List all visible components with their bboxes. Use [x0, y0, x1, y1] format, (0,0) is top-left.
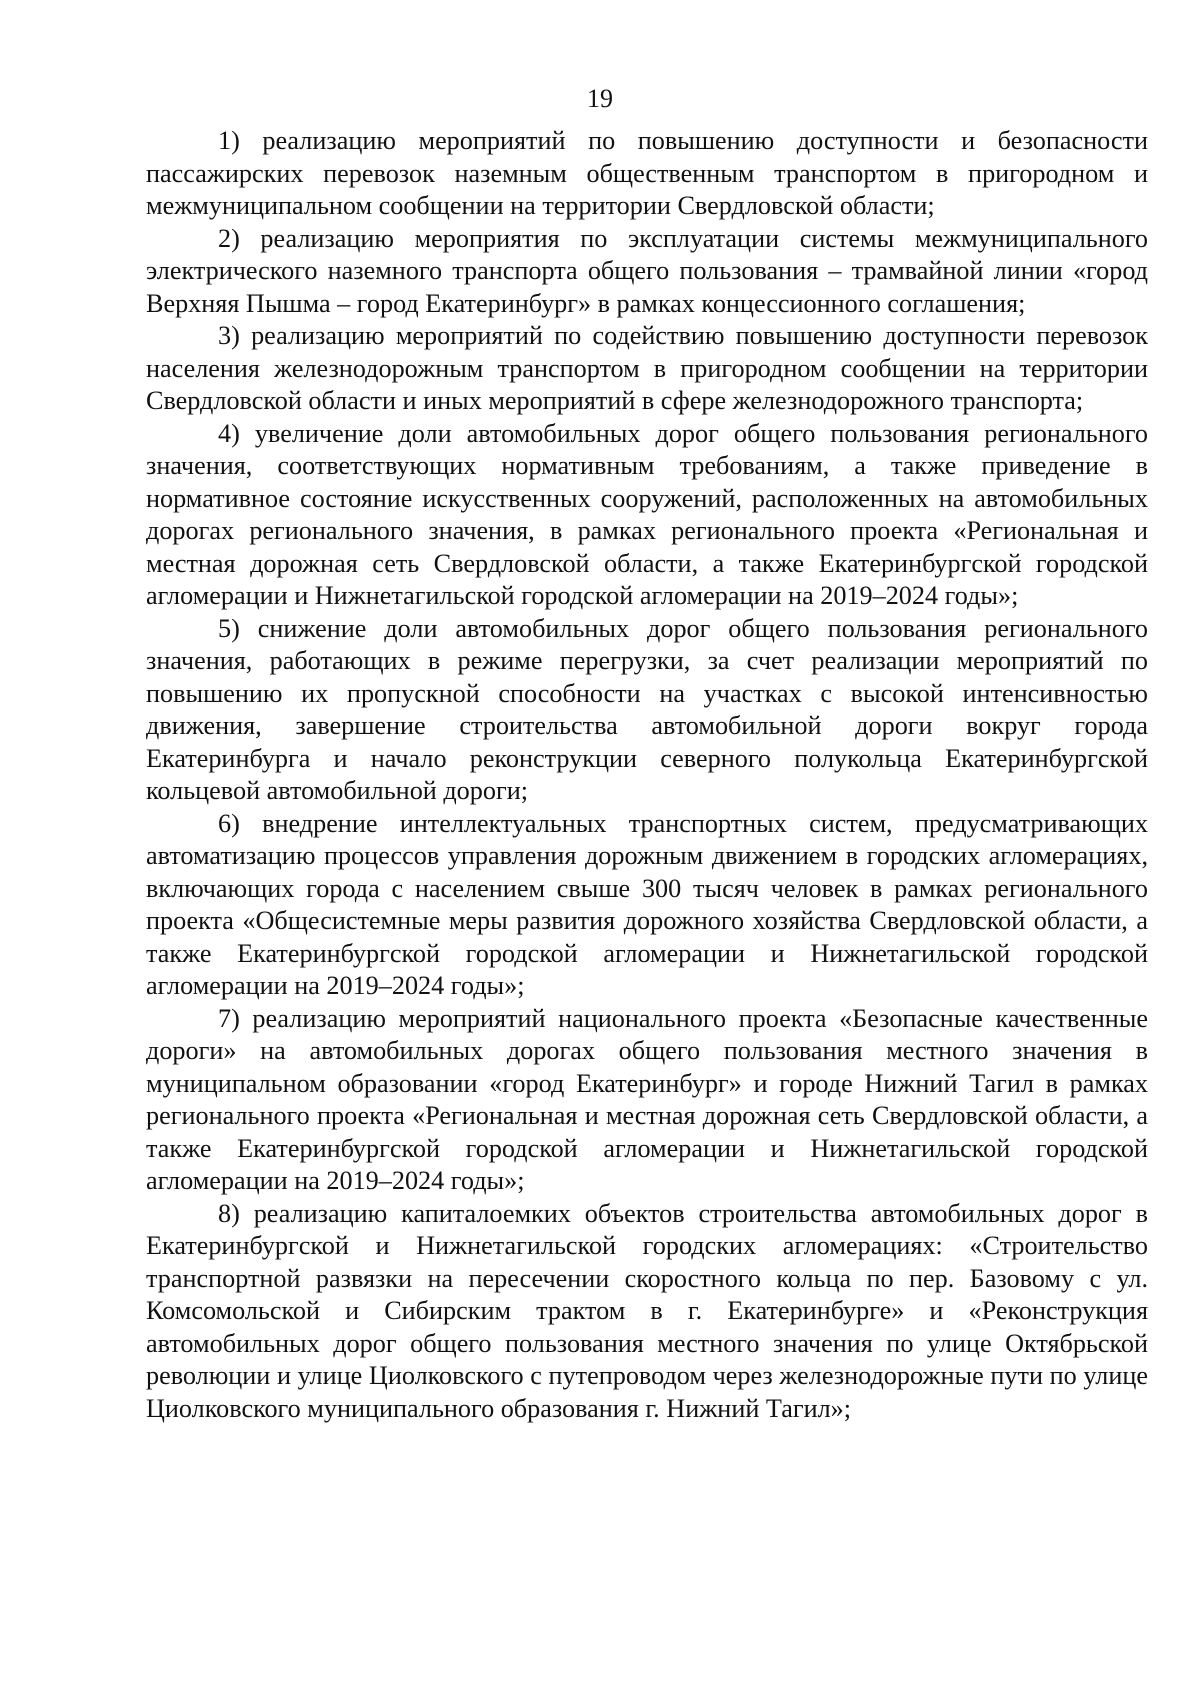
list-item-4: 4) увеличение доли автомобильных дорог общего пользования регионального значения, соответствующих нормативным требованиям, а также приведение в нормативное состояние искусственных сооружений, расположенных на автомобильных дорогах регионального значения, в рамках регионального проекта «Региональная и местная дорожная сеть Свердловской области, а также Екатеринбургской городской агломерации и Нижнетагильской городской агломерации на 2019–2024 годы»;: [146, 418, 1148, 610]
list-item-8: 8) реализацию капиталоемких объектов строительства автомобильных дорог в Екатеринбургской и Нижнетагильской городских агломерациях: «Строительство транспортной развязки на пересечении скоростного кольца по пер. Базовому с ул. Комсомольской и Сибирским трактом в г. Екатеринбурге» и «Реконструкция автомобильных дорог общего пользования местного значения по улице Октябрьской революции и улице Циолковского с путепроводом через железнодорожные пути по улице Циолковского муниципального образования г. Нижний Тагил»;: [146, 1198, 1148, 1423]
document-body: [146, 125, 1148, 1425]
list-item-7: 7) реализацию мероприятий национального проекта «Безопасные качественные дороги» на автомобильных дорогах общего пользования местного значения в муниципальном образовании «город Екатеринбург» и городе Нижний Тагил в рамках регионального проекта «Региональная и местная дорожная сеть Свердловской области, а также Екатеринбургской городской агломерации и Нижнетагильской городской агломерации на 2019–2024 годы»;: [146, 1003, 1148, 1195]
list-item-2: 2) реализацию мероприятия по эксплуатации системы межмуниципального электрического наземного транспорта общего пользования – трамвайной линии «город Верхняя Пышма – город Екатеринбург» в рамках концессионного соглашения;: [146, 223, 1148, 318]
list-item-1: 1) реализацию мероприятий по повышению доступности и безопасности пассажирских перевозок наземным общественным транспортом в пригородном и межмуниципальном сообщении на территории Свердловской области;: [146, 126, 1148, 220]
list-item-3: 3) реализацию мероприятий по содействию повышению доступности перевозок населения железнодорожным транспортом в пригородном сообщении на территории Свердловской области и иных мероприятий в сфере железнодорожного транспорта;: [146, 321, 1148, 415]
page-number: 19: [587, 84, 613, 113]
list-item-6: 6) внедрение интеллектуальных транспортных систем, предусматривающих автоматизацию процессов управления дорожным движением в городских агломерациях, включающих города с населением свыше 300 тысяч человек в рамках регионального проекта «Общесистемные меры развития дорожного хозяйства Свердловской области, а также Екатеринбургской городской агломерации и Нижнетагильской городской агломерации на 2019–2024 годы»;: [146, 808, 1148, 1000]
list-item-5: 5) снижение доли автомобильных дорог общего пользования регионального значения, работающих в режиме перегрузки, за счет реализации мероприятий по повышению их пропускной способности на участках с высокой интенсивностью движения, завершение строительства автомобильной дороги вокруг города Екатеринбурга и начало реконструкции северного полукольца Екатеринбургской кольцевой автомобильной дороги;: [146, 613, 1148, 805]
